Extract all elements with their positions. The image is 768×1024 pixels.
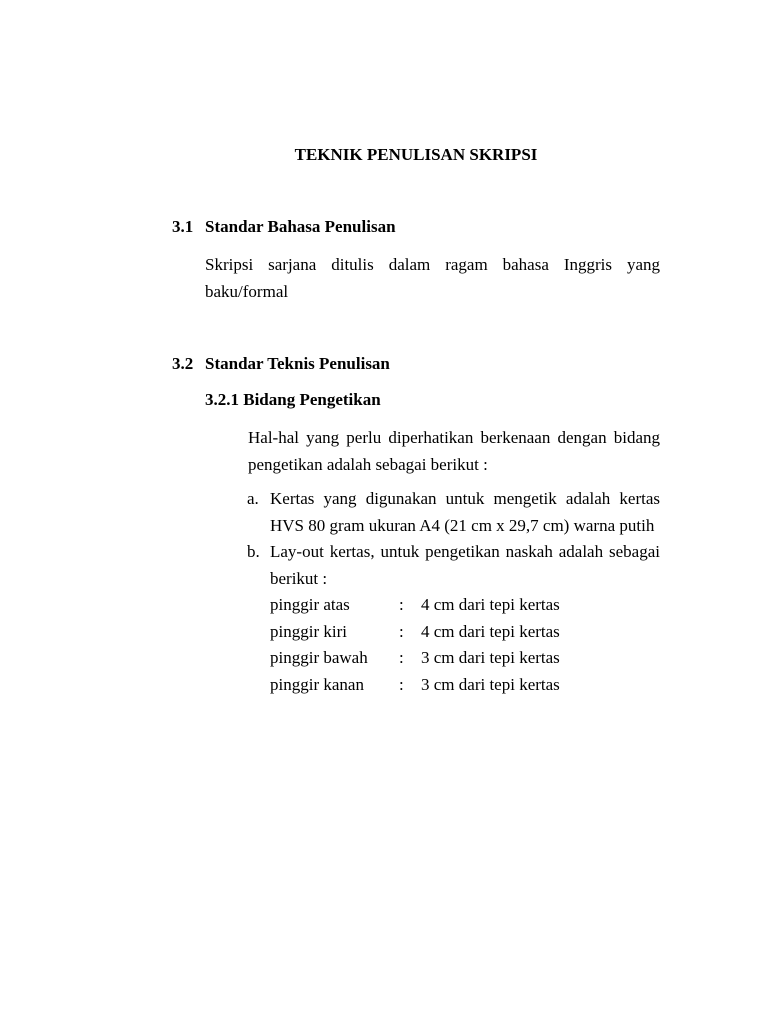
- section-title: Standar Bahasa Penulisan: [205, 217, 396, 236]
- margin-row-bottom: [270, 645, 660, 672]
- subsection-heading: 3.2.1 Bidang Pengetikan: [205, 390, 381, 409]
- list-item-text: Kertas yang digunakan untuk mengetik adalah kertas HVS 80 gram ukuran A4 (21 cm x 29,7 cm) warna putih: [270, 489, 660, 535]
- margin-row-top: [270, 592, 660, 619]
- margin-colon: :: [399, 595, 404, 614]
- section-heading-3-2: [172, 353, 390, 375]
- requirements-list: [247, 486, 660, 698]
- margin-value: 4 cm dari tepi kertas: [421, 595, 560, 614]
- section-number: 3.1: [172, 217, 194, 236]
- margin-label: pinggir kiri: [270, 621, 347, 641]
- subsection-intro: Hal-hal yang perlu diperhatikan berkenaan dengan bidang pengetikan adalah sebagai berikut :: [248, 428, 660, 474]
- margin-row-left: [270, 619, 660, 646]
- margin-label: pinggir atas: [270, 595, 350, 614]
- document-title: TEKNIK PENULISAN SKRIPSI: [294, 145, 538, 164]
- margin-label: pinggir bawah: [270, 648, 368, 667]
- list-item: [247, 486, 660, 539]
- section-paragraph: Skripsi sarjana ditulis dalam ragam bahasa Inggris yang baku/formal: [205, 255, 660, 301]
- margin-value: 3 cm dari tepi kertas: [421, 674, 560, 694]
- list-marker: b.: [247, 542, 260, 561]
- margin-value: 3 cm dari tepi kertas: [421, 648, 560, 667]
- section-heading-3-1: [172, 216, 396, 238]
- list-item-text: Lay-out kertas, untuk pengetikan naskah adalah sebagai berikut :: [270, 542, 660, 588]
- margin-row-right: [270, 672, 660, 699]
- list-item-body: [270, 539, 660, 698]
- section-title: Standar Teknis Penulisan: [205, 354, 390, 373]
- list-marker: a.: [247, 489, 259, 508]
- list-item: [247, 539, 660, 698]
- section-number: 3.2: [172, 354, 194, 373]
- margin-value: 4 cm dari tepi kertas: [421, 621, 560, 641]
- margin-colon: :: [399, 621, 404, 641]
- margin-colon: :: [399, 648, 404, 667]
- margin-colon: :: [399, 674, 404, 694]
- margin-label: pinggir kanan: [270, 674, 364, 694]
